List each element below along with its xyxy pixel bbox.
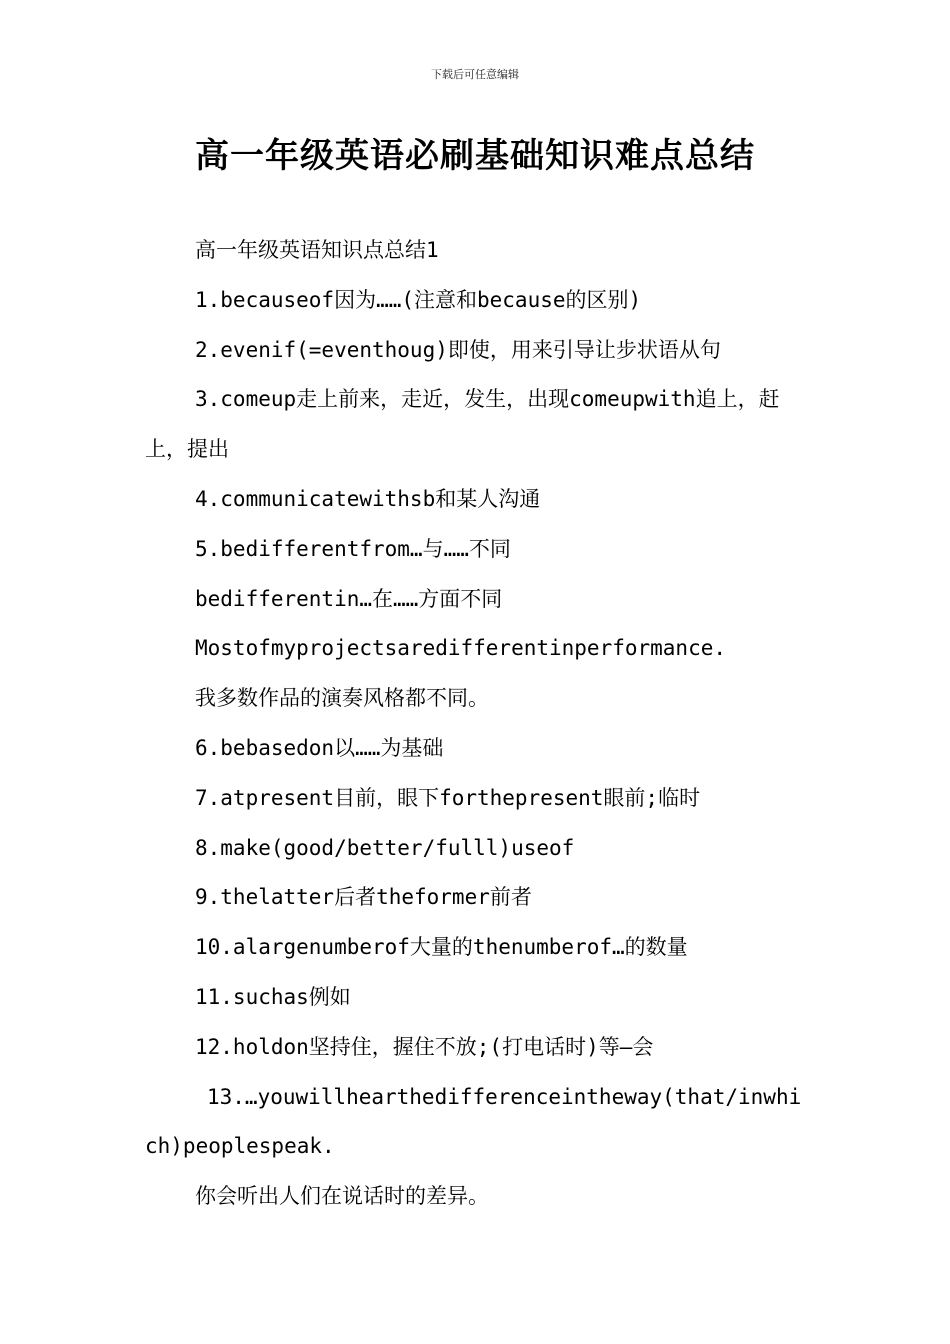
- paragraph-line: 11.suchas例如: [195, 984, 351, 1009]
- paragraph-line: 2.evenif(=eventhoug)即使，用来引导让步状语从句: [195, 337, 721, 362]
- paragraph-line: 5.bedifferentfrom…与……不同: [195, 536, 511, 561]
- header-note: 下载后可任意编辑: [431, 68, 519, 81]
- paragraph-line: 7.atpresent目前，眼下forthepresent眼前;临时: [195, 785, 701, 810]
- paragraph-line: 13.…youwillhearthedifferenceintheway(that/inwhich)peoplespeak.: [145, 1084, 802, 1159]
- document-body: [145, 226, 810, 1222]
- paragraph-line: 9.thelatter后者theformer前者: [195, 885, 532, 910]
- paragraph-line: 你会听出人们在说话时的差异。: [195, 1184, 489, 1209]
- document-title: 高一年级英语必刷基础知识难点总结: [195, 136, 755, 176]
- paragraph-line: 6.bebasedon以……为基础: [195, 735, 444, 760]
- paragraph-line: bedifferentin…在……方面不同: [195, 586, 503, 611]
- paragraph-line: 8.make(good/better/fulll)useof: [195, 835, 575, 860]
- paragraph-line: 4.communicatewithsb和某人沟通: [195, 486, 541, 511]
- paragraph-line: 10.alargenumberof大量的thenumberof…的数量: [195, 935, 688, 960]
- paragraph-line: 我多数作品的演奏风格都不同。: [195, 686, 489, 711]
- paragraph-line: Mostofmyprojectsaredifferentinperformance.: [195, 636, 727, 661]
- paragraph-line: 12.holdon坚持住，握住不放;(打电话时)等—会: [195, 1034, 654, 1059]
- paragraph-line: 高一年级英语知识点总结1: [195, 238, 439, 262]
- paragraph-line: 3.comeup走上前来，走近，发生，出现comeupwith追上，赶上，提出: [145, 387, 780, 462]
- paragraph-line: 1.becauseof因为……(注意和because的区别): [195, 287, 642, 312]
